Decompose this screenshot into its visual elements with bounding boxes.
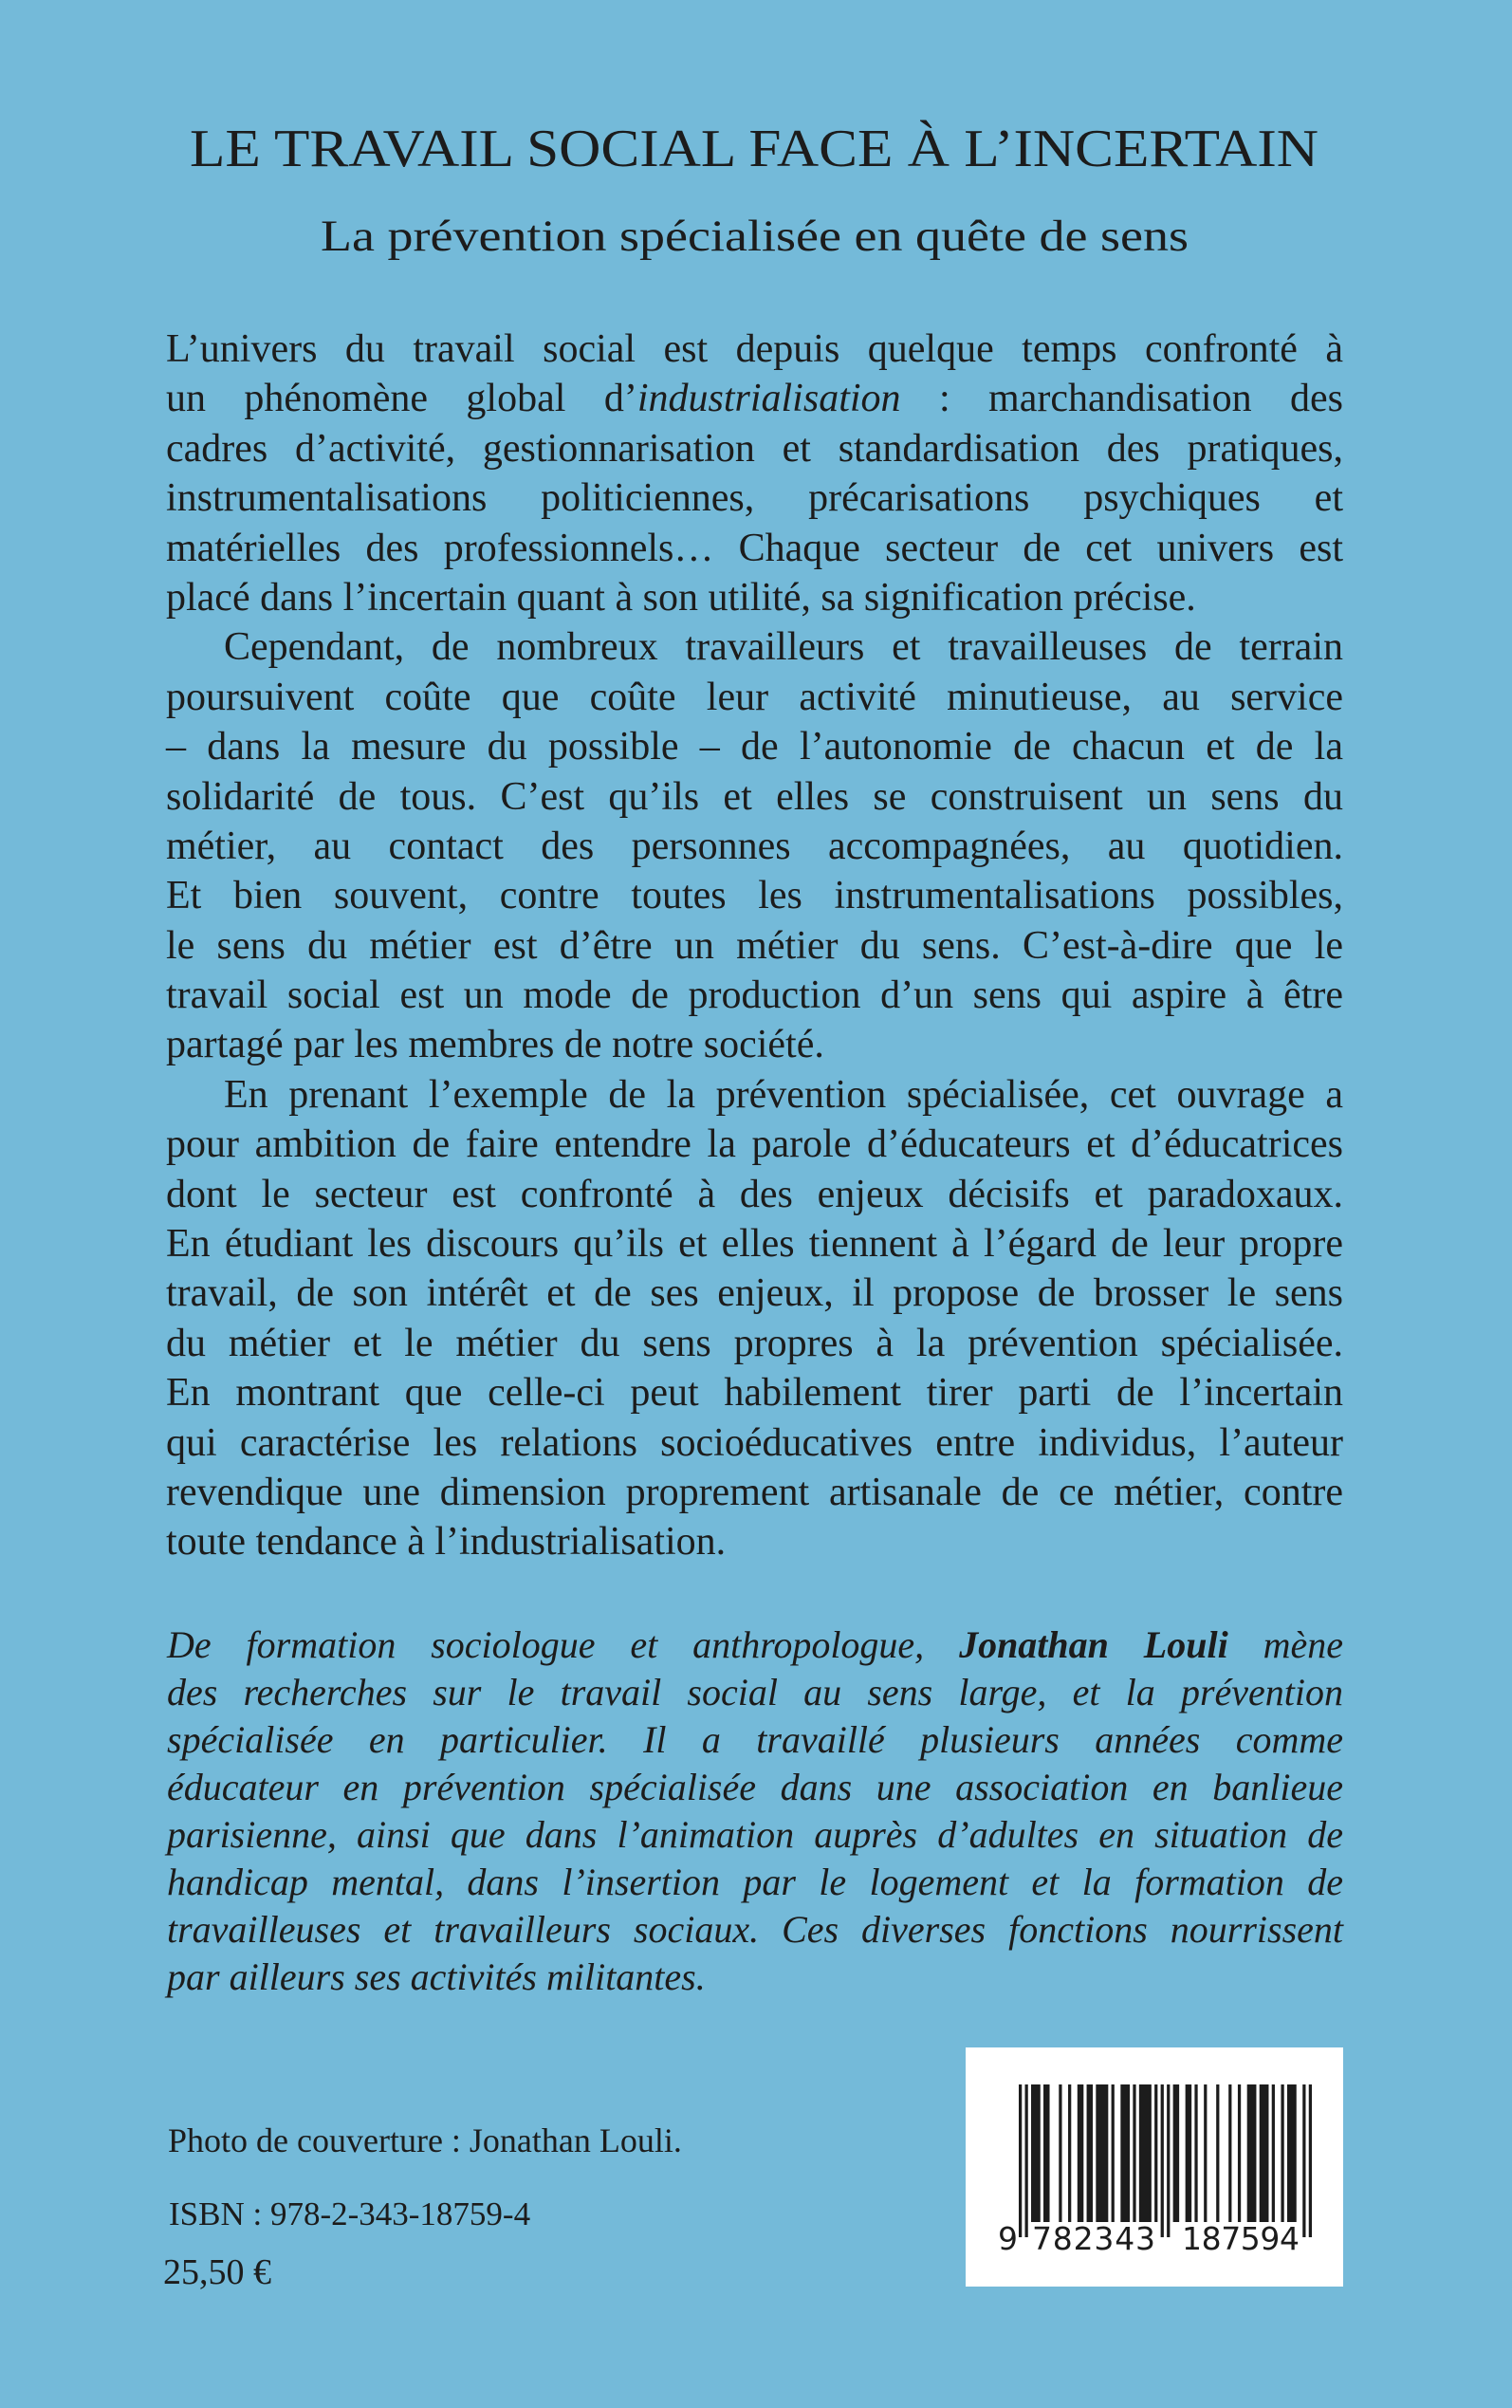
- text-line: [167, 1621, 1343, 1669]
- barcode-bar: [1287, 2084, 1297, 2222]
- text-segment: instrumentalisations politiciennes, précarisations psychiques et: [166, 476, 1343, 521]
- text-line: [166, 971, 1343, 1020]
- barcode-digits-left: 782343: [1032, 2220, 1155, 2257]
- text-segment: cadres d’activité, gestionnarisation et standardisation des pratiques,: [166, 426, 1343, 471]
- text-line: [166, 1517, 1343, 1566]
- text-segment: En montrant que celle-ci peut habilement tirer parti de l’incertain: [166, 1371, 1343, 1416]
- isbn: ISBN : 978-2-343-18759-4: [169, 2195, 531, 2232]
- text-segment: En étudiant les discours qu’ils et elles tiennent à l’égard de leur propre: [166, 1222, 1343, 1267]
- text-segment: spécialisée en particulier. Il a travaillé plusieurs années comme: [167, 1718, 1343, 1761]
- emphasized-term: industrialisation: [636, 377, 901, 421]
- barcode-guard-bar: [1309, 2084, 1312, 2237]
- barcode-bar: [1228, 2084, 1231, 2222]
- text-segment: éducateur en prévention spécialisée dans une association en banlieue: [167, 1766, 1343, 1808]
- barcode-bars: [1019, 2084, 1312, 2237]
- text-segment: travailleuses et travailleurs sociaux. Ces diverses fonctions nourrissent: [167, 1908, 1343, 1951]
- text-segment: pour ambition de faire entendre la parole d’éducateurs et d’éducatrices: [166, 1122, 1343, 1167]
- text-segment: Cependant, de nombreux travailleurs et travailleuses de terrain: [224, 625, 1343, 670]
- text-line: [167, 1906, 1343, 1954]
- barcode-bar: [1247, 2084, 1257, 2222]
- barcode-bar: [1186, 2084, 1192, 2222]
- text-line: [166, 1319, 1343, 1368]
- barcode-guard-bar: [1302, 2084, 1305, 2237]
- barcode-bar: [1281, 2084, 1283, 2222]
- description-paragraph: [166, 324, 1343, 622]
- text-line: [166, 1120, 1343, 1169]
- barcode-guard-bar: [1167, 2084, 1170, 2237]
- text-line: [166, 324, 1343, 374]
- barcode-guard-bar: [1161, 2084, 1164, 2237]
- barcode-bar: [1133, 2084, 1135, 2222]
- barcode-bar: [1078, 2084, 1084, 2222]
- text-segment: métier, au contact des personnes accompagnées, au quotidien.: [166, 824, 1343, 868]
- barcode-guard-bar: [1019, 2084, 1022, 2237]
- text-line: [166, 573, 1343, 622]
- description-paragraph: [166, 622, 1343, 1070]
- barcode-bar: [1059, 2084, 1061, 2222]
- text-segment: – dans la mesure du possible – de l’autonomie de chacun et de la: [166, 725, 1343, 769]
- bio-paragraph: [167, 1621, 1343, 2001]
- author-name: Jonathan Louli: [959, 1623, 1228, 1666]
- book-subtitle-text: La prévention spécialisée en quête de sens: [321, 212, 1189, 261]
- text-segment: des recherches sur le travail social au sens large, et la prévention: [167, 1671, 1343, 1713]
- text-line: [166, 374, 1343, 423]
- text-line: [167, 1669, 1343, 1716]
- text-segment: solidarité de tous. C’est qu’ils et elles se construisent un sens du: [166, 774, 1343, 819]
- text-segment: En prenant l’exemple de la prévention spécialisée, cet ouvrage a: [224, 1072, 1343, 1117]
- text-segment: placé dans l’incertain quant à son utilité, sa signification précise.: [166, 575, 1196, 620]
- text-segment: travail, de son intérêt et de ses enjeux, il propose de brosser le sens: [166, 1271, 1343, 1316]
- barcode-bar: [1087, 2084, 1094, 2222]
- barcode-guard-bar: [1025, 2084, 1028, 2237]
- text-line: [166, 871, 1343, 920]
- text-segment: mène: [1227, 1623, 1343, 1666]
- text-line: [166, 1269, 1343, 1318]
- text-segment: parisienne, ainsi que dans l’animation auprès d’adultes en situation de: [167, 1813, 1343, 1856]
- barcode-digits-right: 187594: [1182, 2220, 1300, 2257]
- barcode-digit-first: 9: [998, 2220, 1018, 2257]
- text-line: [166, 673, 1343, 722]
- barcode-bar: [1204, 2084, 1207, 2222]
- text-line: [166, 772, 1343, 822]
- barcode-bar: [1194, 2084, 1197, 2222]
- text-segment: revendique une dimension proprement artisanale de ce métier, contre: [166, 1470, 1343, 1514]
- author-bio: [167, 1621, 1343, 2001]
- text-line: [167, 1811, 1343, 1859]
- text-segment: Et bien souvent, contre toutes les instrumentalisations possibles,: [166, 874, 1343, 918]
- text-segment: : marchandisation des: [900, 377, 1344, 421]
- text-segment: le sens du métier est d’être un métier du sens. C’est-à-dire que le: [166, 923, 1343, 968]
- text-segment: De formation sociologue et anthropologue,: [167, 1623, 960, 1666]
- text-segment: un phénomène global d’: [166, 377, 637, 421]
- text-segment: handicap mental, dans l’insertion par le logement et la formation de: [167, 1861, 1343, 1903]
- book-subtitle: [321, 214, 1189, 259]
- barcode-bar: [1260, 2084, 1269, 2222]
- text-line: [167, 1764, 1343, 1811]
- text-segment: par ailleurs ses activités militantes.: [167, 1955, 706, 1998]
- barcode-bar: [1112, 2084, 1115, 2222]
- text-line: [166, 1418, 1343, 1468]
- barcode-bar: [1043, 2084, 1050, 2222]
- barcode-bar: [1031, 2084, 1041, 2222]
- barcode-bar: [1173, 2084, 1180, 2222]
- text-line: [166, 1070, 1343, 1120]
- book-title: [190, 122, 1318, 176]
- barcode-bar: [1120, 2084, 1130, 2222]
- text-line: [167, 1716, 1343, 1764]
- photo-credit: Photo de couverture : Jonathan Louli.: [168, 2121, 682, 2159]
- text-segment: poursuivent coûte que coûte leur activité minutieuse, au service: [166, 675, 1343, 719]
- barcode-bar: [1154, 2084, 1157, 2222]
- text-line: [166, 921, 1343, 971]
- barcode-bar: [1238, 2084, 1241, 2222]
- barcode-bar: [1096, 2084, 1108, 2222]
- text-line: [166, 822, 1343, 871]
- text-line: [166, 722, 1343, 771]
- text-segment: travail social est un mode de production d’un sens qui aspire à être: [166, 973, 1343, 1018]
- barcode-bar: [1139, 2084, 1152, 2222]
- text-segment: matérielles des professionnels… Chaque secteur de cet univers est: [166, 526, 1343, 570]
- barcode-bar: [1272, 2084, 1275, 2222]
- text-line: [166, 1368, 1343, 1417]
- text-segment: dont le secteur est confronté à des enjeux décisifs et paradoxaux.: [166, 1172, 1343, 1216]
- text-line: [166, 524, 1343, 573]
- text-line: [167, 1859, 1343, 1906]
- barcode-bar: [1068, 2084, 1071, 2222]
- barcode: [966, 2047, 1343, 2287]
- price: 25,50 €: [163, 2252, 271, 2292]
- barcode-label: [966, 2047, 1343, 2287]
- description-body: [166, 324, 1343, 1567]
- text-line: [166, 424, 1343, 473]
- text-line: [167, 1954, 1343, 2001]
- text-line: [166, 1170, 1343, 1219]
- text-segment: partagé par les membres de notre société.: [166, 1023, 824, 1067]
- barcode-bar: [1216, 2084, 1219, 2222]
- text-segment: toute tendance à l’industrialisation.: [166, 1520, 727, 1565]
- text-segment: du métier et le métier du sens propres à la prévention spécialisée.: [166, 1321, 1343, 1365]
- text-line: [166, 1020, 1343, 1069]
- book-title-text: LE TRAVAIL SOCIAL FACE À L’INCERTAIN: [190, 120, 1318, 178]
- text-line: [166, 1468, 1343, 1517]
- text-segment: qui caractérise les relations socioéducatives entre individus, l’auteur: [166, 1420, 1343, 1465]
- text-segment: L’univers du travail social est depuis quelque temps confronté à: [166, 327, 1343, 371]
- text-line: [166, 1219, 1343, 1269]
- text-line: [166, 473, 1343, 523]
- text-line: [166, 622, 1343, 672]
- description-paragraph: [166, 1070, 1343, 1567]
